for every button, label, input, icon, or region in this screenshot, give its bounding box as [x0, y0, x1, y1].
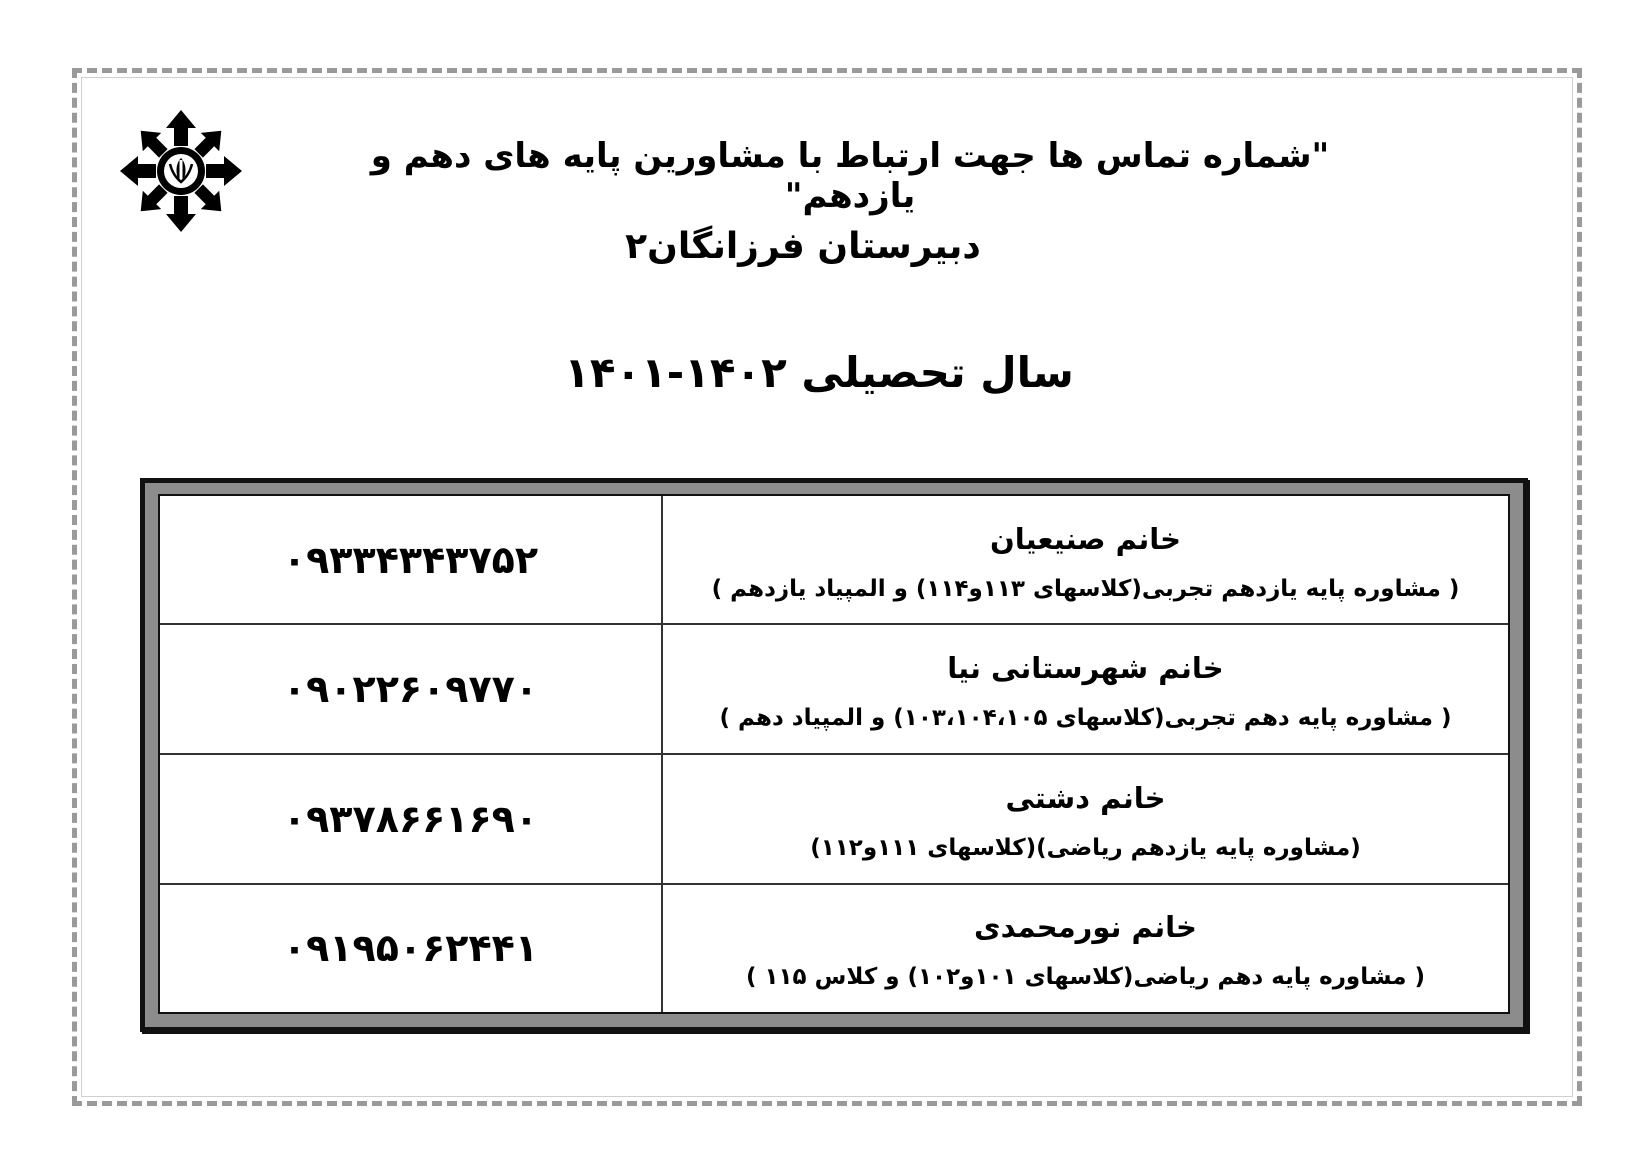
table-row — [160, 624, 1508, 754]
phone-cell — [160, 496, 662, 624]
table-row — [160, 754, 1508, 884]
academic-year: سال تحصیلی ۱۴۰۲-۱۴۰۱ — [564, 348, 1074, 397]
page-title: "شماره تماس ها جهت ارتباط با مشاورین پایه های دهم و یازدهم" — [370, 136, 1330, 216]
counselor-description: (مشاوره پایه یازدهم ریاضی)(کلاسهای ۱۱۱و۱۱۲) — [810, 834, 1361, 861]
counselor-name: خانم شهرستانی نیا — [947, 651, 1224, 686]
contacts-table-frame — [140, 478, 1528, 1032]
phone-number: ۰۹۳۷۸۶۶۱۶۹۰ — [282, 796, 539, 841]
counselor-cell — [662, 884, 1508, 1012]
phone-cell — [160, 624, 662, 754]
counselor-description: ( مشاوره پایه دهم تجربی(کلاسهای ۱۰۳،۱۰۴،۱۰۵) و المپیاد دهم ) — [719, 705, 1452, 732]
table-row — [160, 884, 1508, 1012]
counselor-description: ( مشاوره پایه دهم ریاضی(کلاسهای ۱۰۱و۱۰۲) و کلاس ۱۱۵ ) — [745, 964, 1426, 991]
counselor-name: خانم صنیعیان — [989, 521, 1182, 556]
phone-number: ۰۹۳۳۴۳۴۳۷۵۲ — [282, 537, 539, 582]
contacts-table — [160, 496, 1508, 1012]
table-row — [160, 496, 1508, 624]
counselor-description: ( مشاوره پایه یازدهم تجربی(کلاسهای ۱۱۳و۱۱۴) و المپیاد یازدهم ) — [711, 575, 1460, 602]
school-name: دبیرستان فرزانگان۲ — [625, 226, 981, 267]
counselor-name: خانم نورمحمدی — [974, 910, 1197, 945]
emblem-icon — [120, 110, 242, 232]
phone-cell — [160, 754, 662, 884]
phone-number: ۰۹۱۹۵۰۶۲۴۴۱ — [282, 926, 539, 971]
counselor-cell — [662, 496, 1508, 624]
contacts-table-body — [158, 494, 1510, 1014]
counselor-cell — [662, 624, 1508, 754]
counselor-cell — [662, 754, 1508, 884]
phone-number: ۰۹۰۲۲۶۰۹۷۷۰ — [282, 667, 539, 712]
phone-cell — [160, 884, 662, 1012]
counselor-name: خانم دشتی — [1005, 780, 1166, 815]
